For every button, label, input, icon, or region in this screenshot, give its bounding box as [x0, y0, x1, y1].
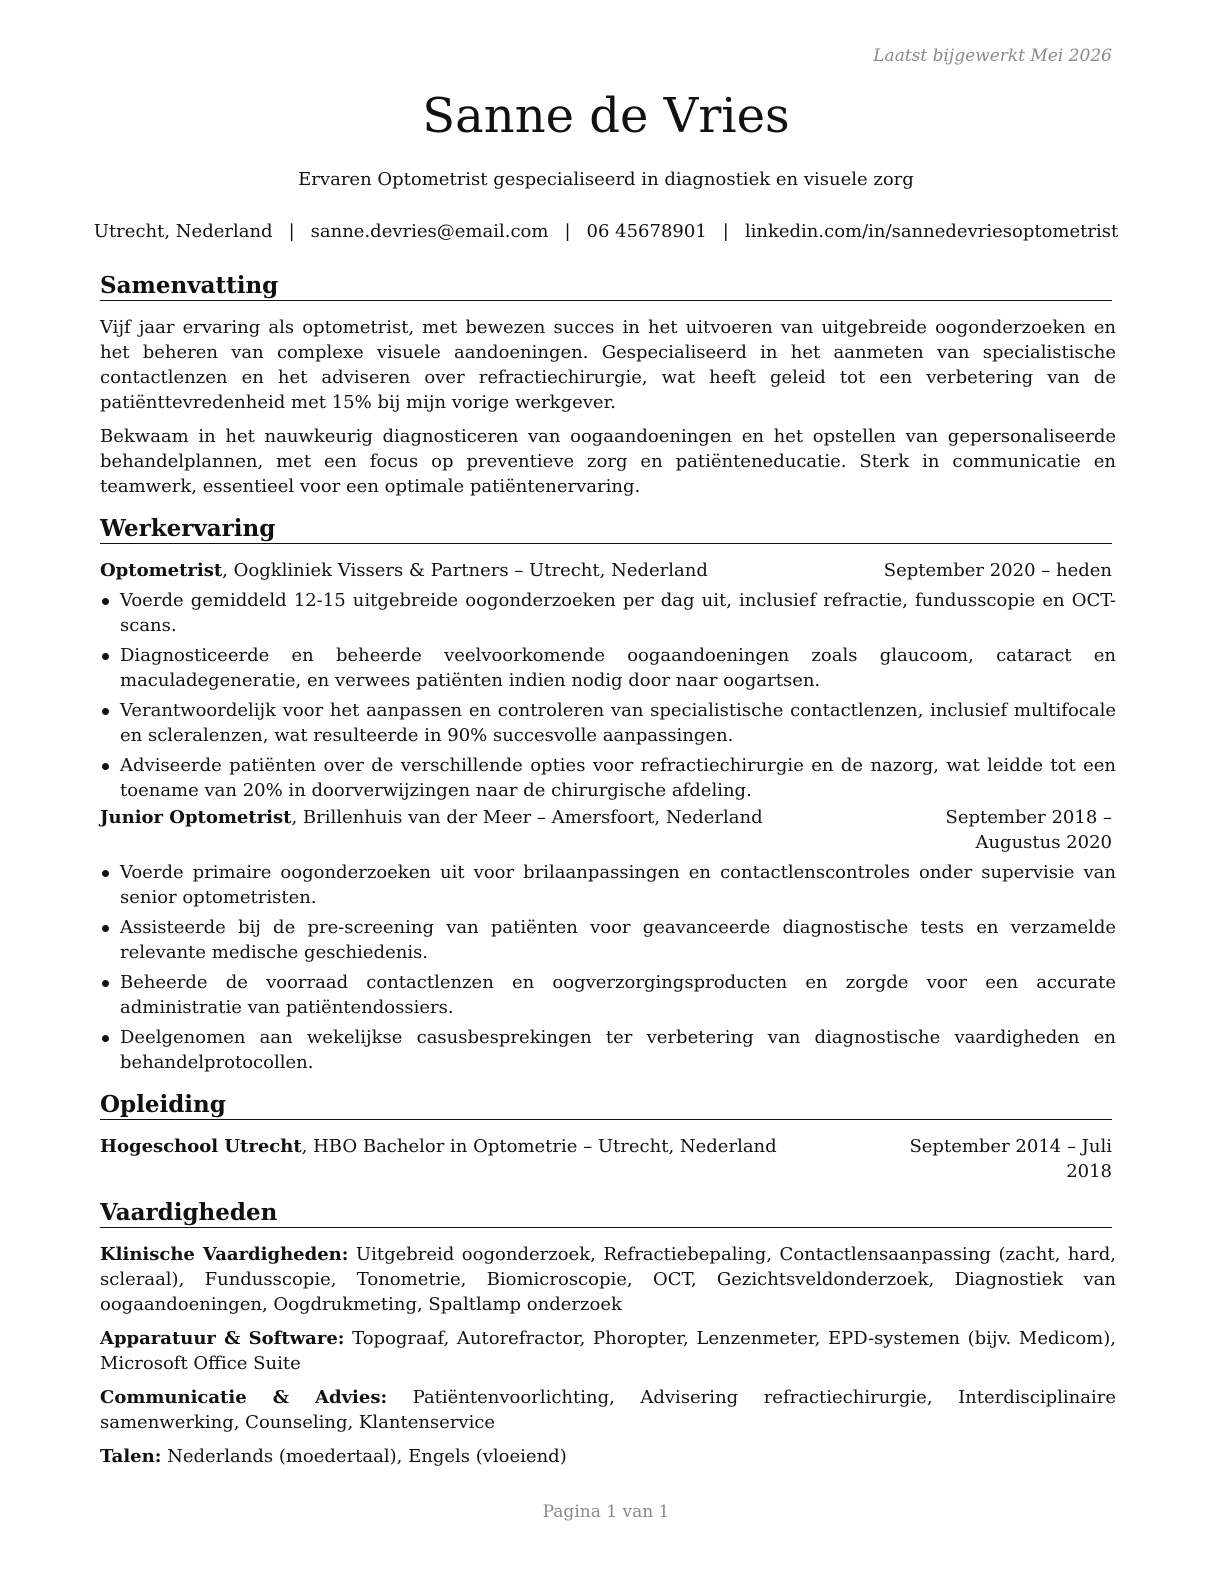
job-employer: , Oogkliniek Vissers & Partners – Utrecht, Nederland	[222, 560, 708, 581]
skill-label: Communicatie & Advies:	[100, 1387, 388, 1408]
list-item: Adviseerde patiënten over de verschillende opties voor refractiechirurgie en de nazorg, wat leidde tot een toename van 20% in doorverwijzingen naar de chirurgische afdeling.	[100, 753, 1116, 803]
contact-phone: 06 45678901	[586, 221, 707, 242]
education-school: Hogeschool Utrecht	[100, 1136, 302, 1157]
job-header	[100, 558, 1112, 583]
education-dates: September 2014 – Juli 2018	[909, 1136, 1112, 1182]
job-employer: , Brillenhuis van der Meer – Amersfoort, Nederland	[291, 807, 763, 828]
summary-paragraph: Bekwaam in het nauwkeurig diagnosticeren van oogaandoeningen en het opstellen van gepersonaliseerde behandelplannen, met een focus op preventieve zorg en patiënteneducatie. Sterk in communicatie en teamwerk, essentieel voor een optimale patiëntenervaring.	[100, 426, 1116, 497]
job-dates: September 2020 – heden	[883, 560, 1112, 581]
skill-group	[100, 1242, 1116, 1317]
summary-paragraph: Vijf jaar ervaring als optometrist, met bewezen succes in het uitvoeren van uitgebreide oogonderzoeken en het beheren van complexe visuele aandoeningen. Gespecialiseerd in het aanmeten van specialistische contactlenzen en het adviseren over refractiechirurgie, wat heeft geleid tot een verbetering van de patiënttevredenheid met 15% bij mijn vorige werkgever.	[100, 317, 1116, 413]
skill-label: Talen:	[100, 1446, 162, 1467]
job-entry	[100, 805, 1112, 855]
job-role: Junior Optometrist	[100, 807, 292, 828]
skill-value: Nederlands (moedertaal), Engels (vloeiend)	[161, 1446, 567, 1467]
education-degree: , HBO Bachelor in Optometrie – Utrecht, Nederland	[301, 1136, 777, 1157]
job-title-line	[100, 558, 708, 583]
list-item: Diagnosticeerde en beheerde veelvoorkomende oogaandoeningen zoals glaucoom, cataract en maculadegeneratie, en verwees patiënten indien nodig door naar oogartsen.	[100, 643, 1116, 693]
section-title-skills: Vaardigheden	[100, 1199, 1112, 1228]
headline: Ervaren Optometrist gespecialiseerd in diagnostiek en visuele zorg	[298, 169, 914, 190]
last-updated: Laatst bijgewerkt Mei 2026	[873, 46, 1112, 66]
contact-linkedin[interactable]: linkedin.com/in/sannedevriesoptometrist	[744, 221, 1119, 242]
list-item: Beheerde de voorraad contactlenzen en oogverzorgingsproducten en zorgde voor een accurate administratie van patiëntendossiers.	[100, 970, 1116, 1020]
candidate-name: Sanne de Vries	[422, 88, 790, 144]
skill-value: Patiëntenvoorlichting, Advisering refractiechirurgie, Interdisciplinaire samenwerking, Counseling, Klantenservice	[100, 1387, 1116, 1433]
list-item: Deelgenomen aan wekelijkse casusbesprekingen ter verbetering van diagnostische vaardigheden en behandelprotocollen.	[100, 1025, 1116, 1075]
section-title-education: Opleiding	[100, 1091, 1112, 1120]
job-entry	[100, 558, 1112, 583]
list-item: Assisteerde bij de pre-screening van patiënten voor geavanceerde diagnostische tests en verzamelde relevante medische geschiedenis.	[100, 915, 1116, 965]
contact-separator: |	[288, 221, 295, 242]
skills-block	[100, 1242, 1116, 1478]
contact-line	[0, 219, 1212, 244]
education-header	[100, 1134, 1112, 1184]
skill-label: Klinische Vaardigheden:	[100, 1244, 349, 1265]
list-item: Verantwoordelijk voor het aanpassen en controleren van specialistische contactlenzen, inclusief multifocale en scleralenzen, wat resulteerde in 90% succesvolle aanpassingen.	[100, 698, 1116, 748]
contact-separator: |	[722, 221, 729, 242]
page-number: Pagina 1 van 1	[542, 1502, 670, 1522]
skill-label: Apparatuur & Software:	[100, 1328, 345, 1349]
education-entry	[100, 1134, 1112, 1184]
job-bullets	[100, 588, 1116, 808]
contact-separator: |	[564, 221, 571, 242]
summary-block	[100, 315, 1116, 499]
skill-value: Uitgebreid oogonderzoek, Refractiebepaling, Contactlensaanpassing (zacht, hard, scleraal), Fundusscopie, Tonometrie, Biomicroscopie, OCT, Gezichtsveldonderzoek, Diagnostiek van oogaandoeningen, Oogdrukmeting, Spaltlamp onderzoek	[100, 1244, 1116, 1315]
job-role: Optometrist	[100, 560, 223, 581]
skill-group	[100, 1385, 1116, 1435]
section-title-experience: Werkervaring	[100, 515, 1112, 544]
list-item: Voerde primaire oogonderzoeken uit voor brilaanpassingen en contactlenscontroles onder supervisie van senior optometristen.	[100, 860, 1116, 910]
job-title-line	[100, 805, 763, 855]
job-bullets	[100, 860, 1116, 1080]
section-title-summary: Samenvatting	[100, 272, 1112, 301]
list-item: Voerde gemiddeld 12-15 uitgebreide oogonderzoeken per dag uit, inclusief refractie, fundusscopie en OCT-scans.	[100, 588, 1116, 638]
contact-email[interactable]: sanne.devries@email.com	[310, 221, 549, 242]
job-header	[100, 805, 1112, 855]
education-line	[100, 1134, 777, 1184]
skill-group	[100, 1326, 1116, 1376]
skill-group	[100, 1444, 1116, 1469]
job-dates: September 2018 – Augustus 2020	[945, 807, 1112, 853]
skill-value: Topograaf, Autorefractor, Phoropter, Lenzenmeter, EPD-systemen (bijv. Medicom), Microsoft Office Suite	[100, 1328, 1116, 1374]
contact-location: Utrecht, Nederland	[93, 221, 273, 242]
